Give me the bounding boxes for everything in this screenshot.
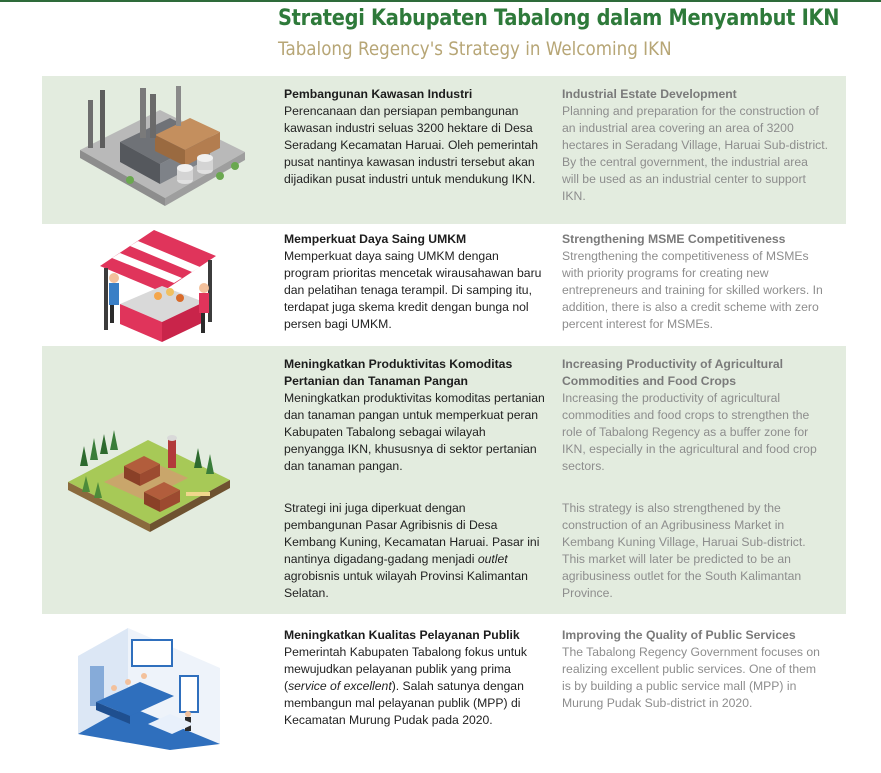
section-2-en-text: [562, 231, 828, 333]
section-1-en-text: [562, 86, 828, 205]
section-3-id-body: Meningkatkan produktivitas komoditas pertanian dan tanaman pangan untuk memperkuat peran Kabupaten Tabalong sebagai wilayah penyangga IKN, khususnya di sektor pertanian dan tanaman pangan.: [284, 391, 545, 473]
public-service-office-icon: [70, 616, 228, 750]
section-3-id-body-2: Strategi ini juga diperkuat dengan pembangunan Pasar Agribisnis di Desa Kembang Kuning, Kecamatan Haruai. Pasar ini nantinya digadang-gadang menjadi outlet agrobisnis untuk wilayah Provinsi Kalimantan Selatan.: [284, 501, 540, 600]
section-3-en-heading: Increasing Productivity of Agricultural Commodities and Food Crops: [562, 357, 783, 388]
section-3-en-body-2: This strategy is also strengthened by the construction of an Agribusiness Market in Kembang Kuning Village, Haruai Sub-district. This market will later be predicted to be an agribusiness outlet for the South Kalimantan Province.: [562, 501, 806, 600]
section-2-en-body: Strengthening the competitiveness of MSMEs with priority programs for creating new entrepreneurs and training for skilled workers. In addition, there is also a credit scheme with zero percent interest for MSMEs.: [562, 249, 823, 331]
section-3-id-text-2: [284, 500, 546, 602]
section-2-en-heading: Strengthening MSME Competitiveness: [562, 232, 786, 246]
section-1-en-body: Planning and preparation for the construction of an industrial area covering an area of 3200 hectares in Seradang Village, Haruai Sub-district. By the central government, the industrial area will be used as an industrial center to support IKN.: [562, 104, 829, 203]
market-stall-icon: [92, 226, 222, 344]
section-3-en-body: Increasing the productivity of agricultural commodities and food crops to strengthen the role of Tabalong Regency as a buffer zone for IKN, especially in the agricultural and food crop sectors.: [562, 391, 817, 473]
section-2-id-text: [284, 231, 546, 333]
section-1-id-heading: Pembangunan Kawasan Industri: [284, 87, 473, 101]
section-1-id-text: [284, 86, 546, 188]
section-1-en-heading: Industrial Estate Development: [562, 87, 737, 101]
section-4-id-heading: Meningkatkan Kualitas Pelayanan Publik: [284, 628, 520, 642]
section-4-id-body: Pemerintah Kabupaten Tabalong fokus untuk mewujudkan pelayanan publik yang prima (service of excellent). Salah satunya dengan membangun mal pelayanan publik (MPP) di Kecamatan Murung Pudak pada 2020.: [284, 645, 528, 727]
section-1-id-body: Perencanaan dan persiapan pembangunan kawasan industri seluas 3200 hektare di Desa Seradang Kecamatan Haruai. Oleh pemerintah pusat nantinya kawasan industri tersebut akan dijadikan pusat industri untuk mendukung IKN.: [284, 104, 539, 186]
page-title: Strategi Kabupaten Tabalong dalam Menyambut IKN: [278, 6, 840, 31]
section-3-id-text: [284, 356, 546, 475]
section-3-id-heading: Meningkatkan Produktivitas Komoditas Pertanian dan Tanaman Pangan: [284, 357, 513, 388]
industrial-estate-icon: [60, 80, 255, 220]
section-3-en-text: [562, 356, 828, 475]
section-4-en-heading: Improving the Quality of Public Services: [562, 628, 796, 642]
page-subtitle: Tabalong Regency's Strategy in Welcoming IKN: [278, 38, 672, 60]
section-4-id-text: [284, 627, 546, 729]
section-4-en-text: [562, 627, 828, 712]
section-3-en-text-2: [562, 500, 828, 602]
section-2-id-body: Memperkuat daya saing UMKM dengan program prioritas mencetak wirausahawan baru dan pelatihan tenaga terampil. Di samping itu, terdapat juga skema kredit dengan bunga nol persen bagi UMKM.: [284, 249, 542, 331]
farm-icon: [64, 416, 234, 534]
section-2-id-heading: Memperkuat Daya Saing UMKM: [284, 232, 467, 246]
top-divider: [0, 0, 881, 2]
section-4-en-body: The Tabalong Regency Government focuses on realizing excellent public services. One of them is by building a public service mall (MPP) in Murung Pudak Sub-district in 2020.: [562, 645, 820, 710]
